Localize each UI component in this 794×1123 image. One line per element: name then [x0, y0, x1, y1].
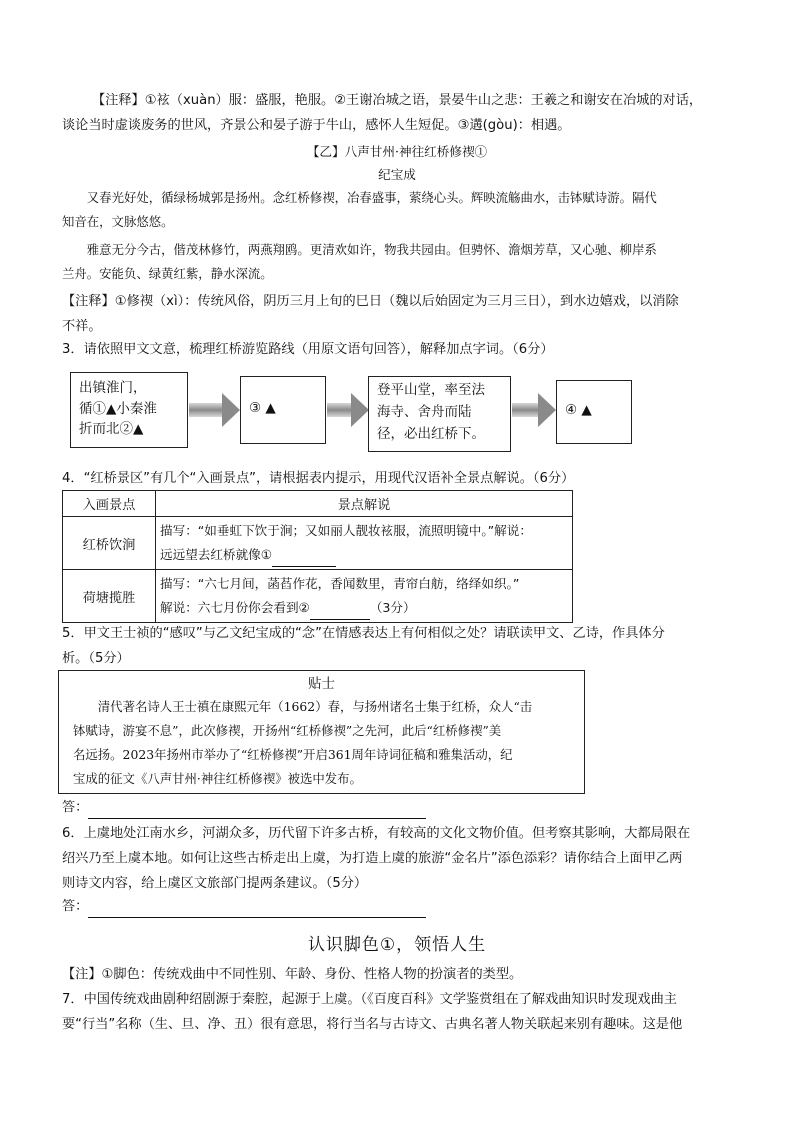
table-row [63, 570, 573, 623]
table-header-desc: 景点解说 [156, 491, 573, 517]
route-box-1-line-2: 循①▲小秦淮 [79, 401, 157, 417]
answer-5 [62, 797, 426, 819]
table-cell-spot: 荷塘揽胜 [63, 570, 156, 623]
question-5-line-1: 5．甲文王士祯的“感叹”与乙文纪宝成的“念”在情感表达上有何相似之处？请联读甲文、乙诗，作具体分 [62, 626, 665, 641]
route-box-3 [368, 376, 511, 452]
desc-line-2-text: 解说：六七月份你会看到② [160, 600, 310, 615]
route-box-3-line-1: 登平山堂，率至法 [377, 382, 485, 398]
table-header-row [63, 491, 573, 517]
route-box-1 [70, 372, 188, 448]
desc-score: （3分） [369, 600, 416, 615]
answer-blank-2[interactable] [310, 605, 370, 620]
question-7-line-1: 7．中国传统戏曲剧种绍剧源于秦腔，起源于上虞。（《百度百科》文学鉴赏组在了解戏曲知识时发现戏曲主 [62, 992, 677, 1007]
table-row [63, 517, 573, 570]
question-6-line-2: 绍兴乃至上虞本地。如何让这些古桥走出上虞，为打造上虞的旅游“金名片”添色添彩？请你结合上面甲乙两 [62, 851, 683, 866]
tip-line-1: 清代著名诗人王士禛在康熙元年（1662）春，与扬州诸名士集于红桥，众人“击 [97, 699, 533, 714]
route-box-3-line-2: 海寺、舍舟而陆 [377, 404, 472, 420]
note-1-line-1: 【注释】①袨（xuàn）服：盛服，艳服。②王谢冶城之语，景晏牛山之悲：王羲之和谢安在冶城的对话， [92, 93, 703, 108]
desc-line-2 [160, 596, 568, 620]
desc-line-2 [160, 543, 568, 567]
tip-title: 贴士 [308, 676, 335, 692]
poem-author: 纪宝成 [378, 167, 416, 182]
poem-title: 【乙】八声甘州·神往红桥修禊① [306, 144, 488, 159]
note-1 [92, 88, 772, 113]
route-box-3-line-3: 径，必出红桥下。 [377, 426, 485, 442]
tip-body [59, 695, 584, 791]
desc-line-1: 描写：“六七月间，菡萏作花，香闻数里，青帘白舫，络绎如织。” [160, 576, 520, 591]
desc-line-1: 描写：“如垂虹下饮于涧；又如丽人靓妆袨服，流照明镜中。”解说： [160, 523, 532, 538]
route-box-4-text: ④ ▲ [565, 402, 592, 418]
poem-body [62, 186, 772, 286]
scenic-table [62, 490, 573, 623]
answer-6 [62, 896, 426, 918]
section-title: 认识脚色①，领悟人生 [307, 935, 487, 955]
tip-box [58, 670, 585, 794]
desc-line-2-text: 远远望去红桥就像① [160, 547, 273, 562]
table-cell-desc [156, 570, 573, 623]
tip-line-4: 宝成的征文《八声甘州·神往红桥修禊》被选中发布。 [73, 771, 362, 786]
route-arrow-3 [512, 393, 556, 427]
table-header-spot: 入画景点 [63, 491, 156, 517]
route-arrow-1 [189, 393, 240, 427]
question-4: 4．“红桥景区”有几个“入画景点”，请根据表内提示，用现代汉语补全景点解说。（6分） [62, 471, 575, 486]
answer-6-label: 答： [62, 899, 89, 914]
answer-5-line[interactable] [88, 804, 426, 819]
route-arrow-2 [327, 393, 369, 427]
tip-line-2: 钵赋诗，游宴不息”，此次修禊，开扬州“红桥修禊”之先河，此后“红桥修禊”美 [73, 723, 502, 738]
question-3: 3．请依照甲文文意，梳理红桥游览路线（用原文语句回答），解释加点字词。（6分） [62, 342, 554, 357]
note-1-line-2: 谈论当时虚谈废务的世风，齐景公和晏子游于牛山，感怀人生短促。③遘(gòu)：相遇。 [62, 118, 571, 133]
poem-line-4: 兰舟。安能负、绿黄红紫，静水深流。 [62, 266, 273, 281]
question-5 [62, 621, 774, 671]
table-cell-desc [156, 517, 573, 570]
note-2 [62, 289, 774, 339]
answer-5-label: 答： [62, 800, 89, 815]
route-box-1-line-1: 出镇淮门， [79, 380, 147, 396]
note-2-line-2: 不祥。 [62, 319, 102, 334]
question-6-line-3: 则诗文内容，给上虞区文旅部门提两条建议。（5分） [62, 876, 368, 891]
tip-line-3: 名远扬。2023年扬州市举办了“红桥修禊”开启361周年诗词征稿和雅集活动，纪 [73, 747, 513, 762]
table-cell-spot: 红桥饮涧 [63, 517, 156, 570]
route-box-1-line-3: 折而北②▲ [79, 421, 144, 437]
question-7 [62, 987, 774, 1037]
answer-6-line[interactable] [88, 903, 426, 918]
note-3: 【注】①脚色：传统戏曲中不同性别、年龄、身份、性格人物的扮演者的类型。 [62, 967, 523, 982]
poem-line-2: 知音在，文脉悠悠。 [62, 214, 174, 229]
route-box-4 [556, 380, 632, 444]
question-6 [62, 821, 774, 896]
poem-line-3: 雅意无分今古，偕茂林修竹，两燕翔鸥。更清欢如许，物我共园由。但骋怀、澹烟芳草，又心驰、柳岸系 [86, 242, 657, 257]
question-5-line-2: 析。（5分） [62, 651, 130, 666]
answer-blank-1[interactable] [272, 552, 336, 567]
poem-line-1: 又春光好处，循绿杨城郭是扬州。念红桥修禊，冶春盛事，萦绕心头。辉映流觞曲水，击钵赋诗游。隔代 [86, 190, 657, 205]
route-box-2 [240, 376, 326, 444]
note-1-cont [62, 113, 772, 138]
question-7-line-2: 要“行当”名称（生、旦、净、丑）很有意思，将行当名与古诗文、古典名著人物关联起来别有趣味。这是他 [62, 1017, 683, 1032]
question-6-line-1: 6．上虞地处江南水乡，河湖众多，历代留下许多古桥，有较高的文化文物价值。但考察其影响，大都局限在 [62, 826, 691, 841]
note-2-line-1: 【注释】①修禊（xì）：传统风俗，阴历三月上旬的巳日（魏以后始固定为三月三日），到水边嬉戏，以消除 [62, 294, 679, 309]
route-box-2-text: ③ ▲ [249, 400, 276, 416]
